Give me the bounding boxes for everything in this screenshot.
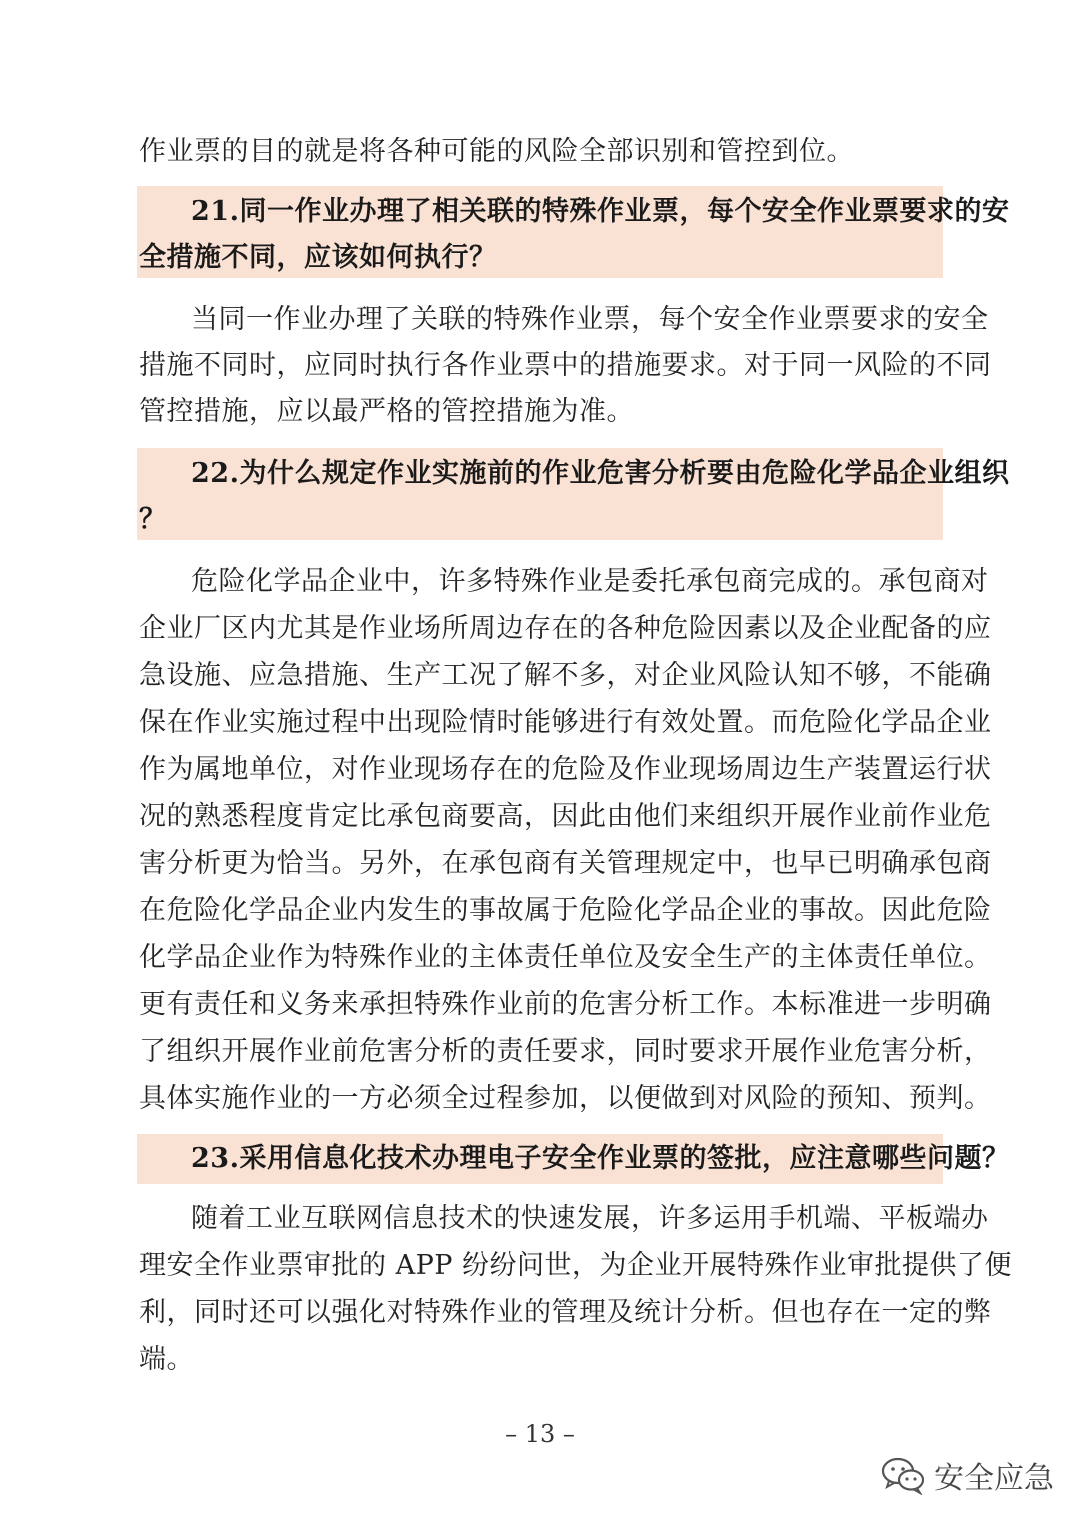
page-number: – 13 –: [505, 1420, 575, 1448]
answer-21-line: 措施不同时，应同时执行各作业票中的措施要求。对于同一风险的不同: [139, 350, 992, 381]
question-22-line-2: ？: [139, 504, 167, 535]
intro-line: 作业票的目的就是将各种可能的风险全部识别和管控到位。: [139, 136, 854, 167]
answer-23-line: 随着工业互联网信息技术的快速发展，许多运用手机端、平板端办: [191, 1203, 989, 1234]
answer-22-line: 作为属地单位，对作业现场存在的危险及作业现场周边生产装置运行状: [139, 754, 992, 785]
answer-23-line: 利，同时还可以强化对特殊作业的管理及统计分析。但也存在一定的弊: [139, 1297, 992, 1328]
watermark-text: 安全应急: [934, 1461, 1054, 1496]
question-21-line-2: 全措施不同，应该如何执行？: [139, 242, 497, 273]
wechat-icon: [880, 1455, 926, 1495]
question-23-line: 23.采用信息化技术办理电子安全作业票的签批，应注意哪些问题？: [191, 1143, 1010, 1174]
answer-22-line: 危险化学品企业中，许多特殊作业是委托承包商完成的。承包商对: [191, 566, 989, 597]
answer-21-line: 管控措施，应以最严格的管控措施为准。: [139, 396, 634, 427]
answer-22-line: 化学品企业作为特殊作业的主体责任单位及安全生产的主体责任单位。: [139, 942, 992, 973]
answer-22-line: 急设施、应急措施、生产工况了解不多，对企业风险认知不够，不能确: [139, 660, 992, 691]
question-22-line-1: 22.为什么规定作业实施前的作业危害分析要由危险化学品企业组织: [191, 458, 1010, 489]
answer-22-line: 保在作业实施过程中出现险情时能够进行有效处置。而危险化学品企业: [139, 707, 992, 738]
watermark: [880, 1450, 1054, 1500]
answer-22-line: 企业厂区内尤其是作业场所周边存在的各种危险因素以及企业配备的应: [139, 613, 992, 644]
answer-23-line: 理安全作业票审批的 APP 纷纷问世，为企业开展特殊作业审批提供了便: [139, 1250, 1012, 1281]
answer-22-line: 况的熟悉程度肯定比承包商要高，因此由他们来组织开展作业前作业危: [139, 801, 992, 832]
answer-22-line: 更有责任和义务来承担特殊作业前的危害分析工作。本标准进一步明确: [139, 989, 992, 1020]
answer-21-line: 当同一作业办理了关联的特殊作业票，每个安全作业票要求的安全: [191, 304, 989, 335]
question-21-line-1: 21.同一作业办理了相关联的特殊作业票，每个安全作业票要求的安: [191, 196, 1010, 227]
answer-23-line: 端。: [139, 1344, 194, 1375]
answer-22-line: 了组织开展作业前危害分析的责任要求，同时要求开展作业危害分析，: [139, 1036, 992, 1067]
answer-22-line: 具体实施作业的一方必须全过程参加，以便做到对风险的预知、预判。: [139, 1083, 992, 1114]
answer-22-line: 在危险化学品企业内发生的事故属于危险化学品企业的事故。因此危险: [139, 895, 992, 926]
answer-22-line: 害分析更为恰当。另外，在承包商有关管理规定中，也早已明确承包商: [139, 848, 992, 879]
